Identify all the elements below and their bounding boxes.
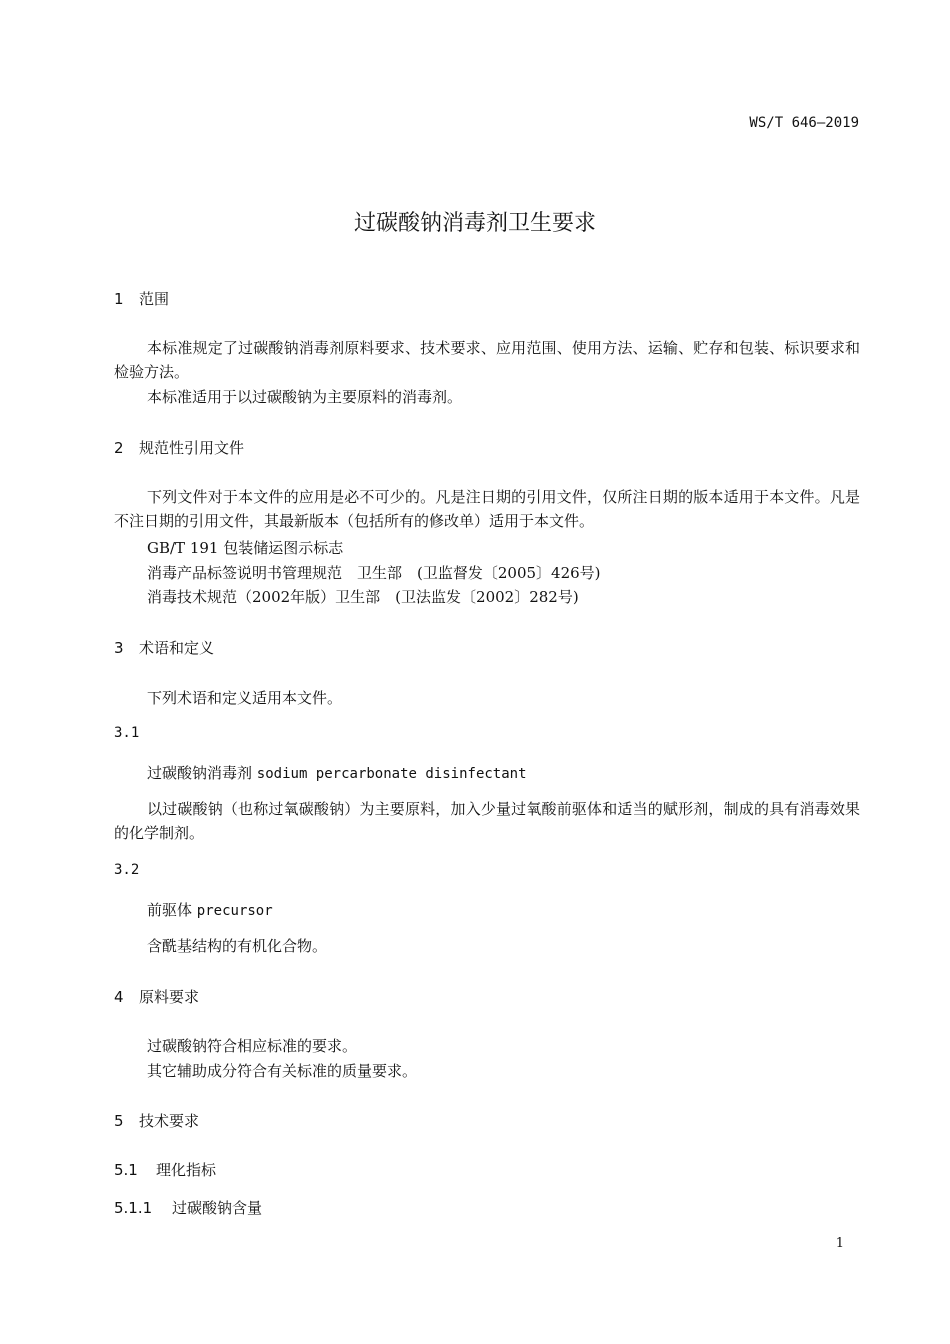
section-number: 1	[114, 290, 124, 308]
section-heading-5	[114, 1110, 199, 1131]
section-number: 5	[114, 1112, 124, 1130]
section-heading-1	[114, 288, 169, 309]
paragraph: 下列文件对于本文件的应用是必不可少的。凡是注日期的引用文件，仅所注日期的版本适用于本文件。凡是不注日期的引用文件，其最新版本（包括所有的修改单）适用于本文件。	[114, 488, 860, 530]
section-heading-2	[114, 437, 244, 458]
section-heading-3	[114, 637, 214, 658]
section-number: 4	[114, 988, 124, 1006]
subsection-heading-5-1-1	[114, 1197, 262, 1218]
term-number: 3.2	[114, 862, 140, 878]
paragraph: 下列术语和定义适用本文件。	[147, 689, 343, 707]
term-entry	[147, 762, 527, 783]
section-number: 5.1.1	[114, 1199, 153, 1217]
term-english: precursor	[196, 903, 273, 919]
term-definition: 含酰基结构的有机化合物。	[147, 937, 328, 955]
term-definition: 以过碳酸钠（也称过氧碳酸钠）为主要原料，加入少量过氧酸前驱体和适当的赋形剂，制成的具有消毒效果的化学制剂。	[114, 800, 860, 842]
section-title: 术语和定义	[139, 639, 215, 657]
paragraph: 过碳酸钠符合相应标准的要求。	[147, 1037, 358, 1055]
reference-item: GB/T 191 包装储运图示标志	[147, 539, 344, 557]
document-title: 过碳酸钠消毒剂卫生要求	[353, 211, 596, 236]
section-heading-4	[114, 986, 199, 1007]
term-entry	[147, 899, 273, 920]
term-chinese: 过碳酸钠消毒剂	[147, 764, 253, 782]
section-title: 技术要求	[139, 1112, 200, 1130]
paragraph: 本标准适用于以过碳酸钠为主要原料的消毒剂。	[147, 388, 463, 406]
section-number: 2	[114, 439, 124, 457]
section-title: 范围	[139, 290, 170, 308]
subsection-heading-5-1	[114, 1159, 216, 1180]
section-number: 5.1	[114, 1161, 138, 1179]
paragraph: 其它辅助成分符合有关标准的质量要求。	[147, 1062, 418, 1080]
paragraph: 本标准规定了过碳酸钠消毒剂原料要求、技术要求、应用范围、使用方法、运输、贮存和包装、标识要求和检验方法。	[114, 339, 860, 381]
section-title: 过碳酸钠含量	[172, 1199, 263, 1217]
section-title: 原料要求	[139, 988, 200, 1006]
term-english: sodium percarbonate disinfectant	[256, 766, 527, 782]
section-title: 理化指标	[156, 1161, 217, 1179]
reference-item: 消毒产品标签说明书管理规范 卫生部 (卫监督发〔2005〕426号)	[147, 564, 601, 582]
section-number: 3	[114, 639, 124, 657]
page-number: 1	[835, 1236, 844, 1251]
standard-code: WS/T 646—2019	[749, 115, 859, 131]
section-title: 规范性引用文件	[139, 439, 245, 457]
reference-item: 消毒技术规范（2002年版）卫生部 (卫法监发〔2002〕282号)	[147, 588, 579, 606]
term-number: 3.1	[114, 725, 140, 741]
term-chinese: 前驱体	[147, 901, 193, 919]
